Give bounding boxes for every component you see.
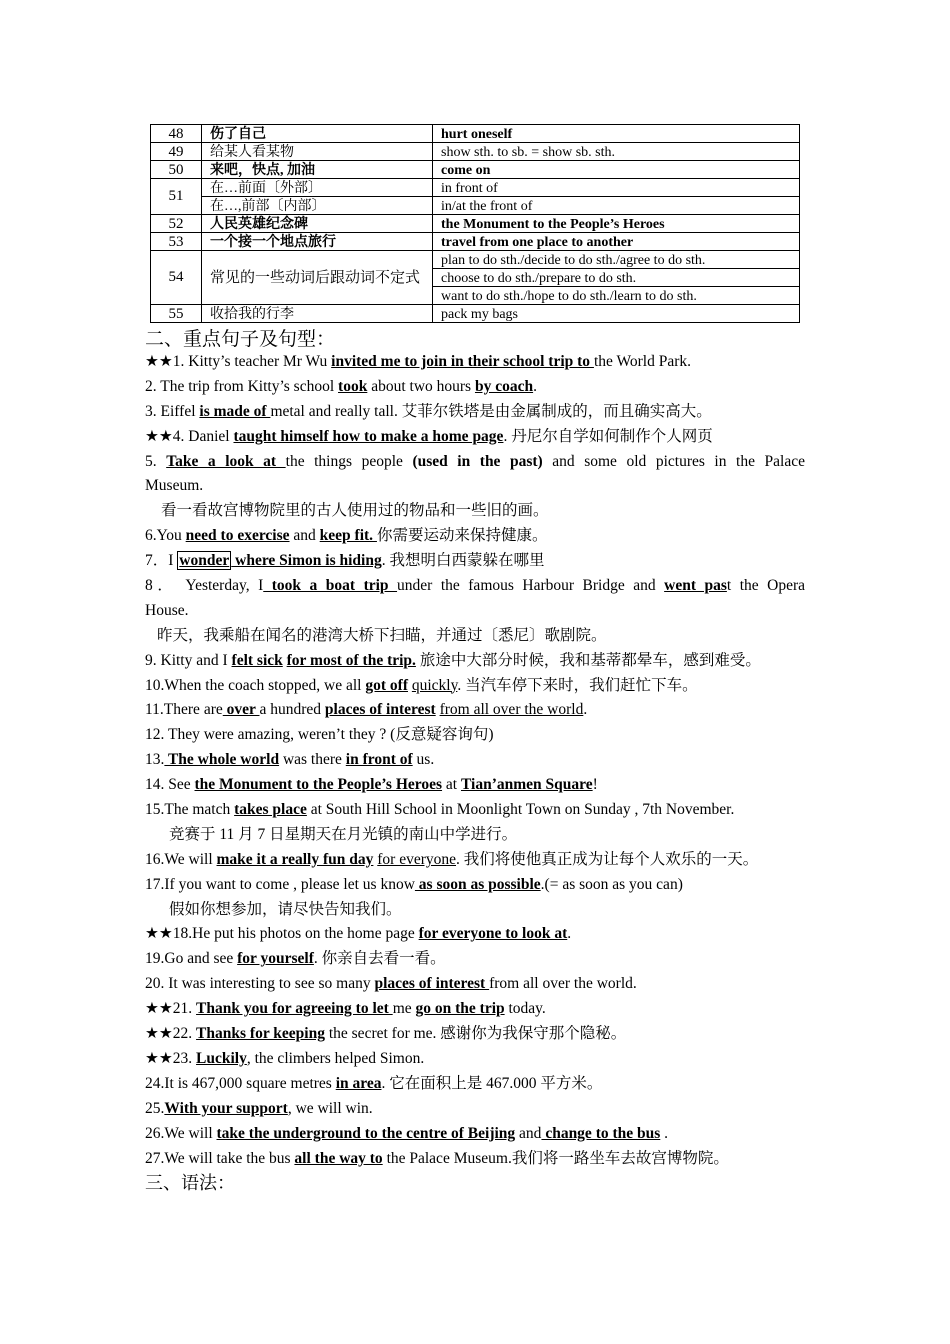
sentence: 26.We will take the underground to the centre of Beijing and change to the bus . [145,1124,669,1142]
sentence: 20. It was interesting to see so many places of interest from all over the world. [145,975,637,993]
table-row [151,251,800,269]
english-phrase: choose to do sth./prepare to do sth. [433,269,800,287]
row-number: 50 [151,161,202,179]
sentence: ★★4. Daniel taught himself how to make a home page. 丹尼尔自学如何制作个人网页 [145,427,713,445]
chinese-phrase: 一个接一个地点旅行 [202,233,433,251]
sentence: 15.The match takes place at South Hill School in Moonlight Town on Sunday , 7th November. [145,801,735,819]
table-row [151,305,800,323]
translation: 看一看故宫博物院里的古人使用过的物品和一些旧的画。 [161,502,549,520]
sentence: 5. Take a look at the things people (used in the past) and some old pictures in the Palace [145,452,805,470]
english-phrase: hurt oneself [433,125,800,143]
english-phrase: come on [433,161,800,179]
row-number: 49 [151,143,202,161]
sentence: 17.If you want to come , please let us know as soon as possible.(= as soon as you can) [145,875,683,893]
table-row [151,125,800,143]
sentence: 3. Eiffel is made of metal and really tall. 艾菲尔铁塔是由金属制成的，而且确实高大。 [145,402,712,420]
table-row [151,179,800,197]
english-phrase: want to do sth./hope to do sth./learn to do sth. [433,287,800,305]
sentence: 6.You need to exercise and keep fit. 你需要运动来保持健康。 [145,527,548,545]
english-phrase: pack my bags [433,305,800,323]
english-phrase: in front of [433,179,800,197]
english-phrase: the Monument to the People’s Heroes [433,215,800,233]
table-row [151,215,800,233]
sentence: 13. The whole world was there in front of us. [145,751,435,769]
sentence: ★★23. Luckily, the climbers helped Simon. [145,1049,425,1067]
row-number: 52 [151,215,202,233]
key-sentences [145,350,805,1196]
sentence: ★★18.He put his photos on the home page for everyone to look at. [145,925,572,943]
sentence: 8． Yesterday, I took a boat trip under the famous Harbour Bridge and went past the Opera [145,577,805,595]
table-row [151,233,800,251]
section-heading: 三、语法： [145,1173,235,1194]
sentence: 27.We will take the bus all the way to the Palace Museum.我们将一路坐车去故宫博物院。 [145,1149,729,1167]
sentence: 19.Go and see for yourself. 你亲自去看一看。 [145,950,446,968]
sentence: 7．I wonder where Simon is hiding. 我想明白西蒙躲在哪里 [145,552,545,570]
table-row [151,161,800,179]
row-number: 51 [151,179,202,215]
section-heading: 二、重点句子及句型： [145,329,336,350]
sentence: ★★22. Thanks for keeping the secret for me. 感谢你为我保守那个隐秘。 [145,1025,627,1043]
vocab-table [150,124,800,323]
chinese-phrase: 在…,前部〔内部〕 [202,197,433,215]
sentence: 12. They were amazing, weren’t they ? (反意疑容询句) [145,726,494,744]
sentence: House. [145,601,189,619]
chinese-phrase: 在…前面〔外部〕 [202,179,433,197]
sentence: 11.There are over a hundred places of interest from all over the world. [145,701,588,719]
sentence: ★★1. Kitty’s teacher Mr Wu invited me to join in their school trip to the World Park. [145,353,691,370]
row-number: 53 [151,233,202,251]
sentence: 14. See the Monument to the People’s Heroes at Tian’anmen Square! [145,776,598,794]
sentence: 16.We will make it a really fun day for everyone. 我们将使他真正成为让每个人欢乐的一天。 [145,850,759,868]
table-row [151,143,800,161]
row-number: 48 [151,125,202,143]
chinese-phrase: 收拾我的行李 [202,305,433,323]
sentence: 10.When the coach stopped, we all got off quickly. 当汽车停下来时，我们赶忙下车。 [145,676,698,694]
english-phrase: plan to do sth./decide to do sth./agree to do sth. [433,251,800,269]
sentence: 9. Kitty and I felt sick for most of the trip. 旅途中大部分时候，我和基蒂都晕车，感到难受。 [145,651,761,669]
translation: 假如你想参加，请尽快告知我们。 [169,900,402,918]
chinese-phrase: 给某人看某物 [202,143,433,161]
chinese-phrase: 人民英雄纪念碑 [202,215,433,233]
sentence: 24.It is 467,000 square metres in area. 它在面积上是 467.000 平方米。 [145,1074,603,1092]
sentence: 2. The trip from Kitty’s school took about two hours by coach. [145,377,537,395]
row-number: 55 [151,305,202,323]
chinese-phrase: 伤了自己 [202,125,433,143]
english-phrase: in/at the front of [433,197,800,215]
table-row [151,197,800,215]
translation: 昨天，我乘船在闻名的港湾大桥下扫瞄，并通过〔悉尼〕歌剧院。 [157,626,607,644]
english-phrase: travel from one place to another [433,233,800,251]
translation: 竞赛于 11 月 7 日星期天在月光镇的南山中学进行。 [169,825,518,843]
sentence: Museum. [145,477,204,495]
row-number: 54 [151,251,202,305]
chinese-phrase: 常见的一些动词后跟动词不定式 [202,251,433,305]
chinese-phrase: 来吧，快点, 加油 [202,161,433,179]
sentence: ★★21. Thank you for agreeing to let me go on the trip today. [145,1000,546,1018]
sentence: 25.With your support, we will win. [145,1099,373,1117]
english-phrase: show sth. to sb. = show sb. sth. [433,143,800,161]
